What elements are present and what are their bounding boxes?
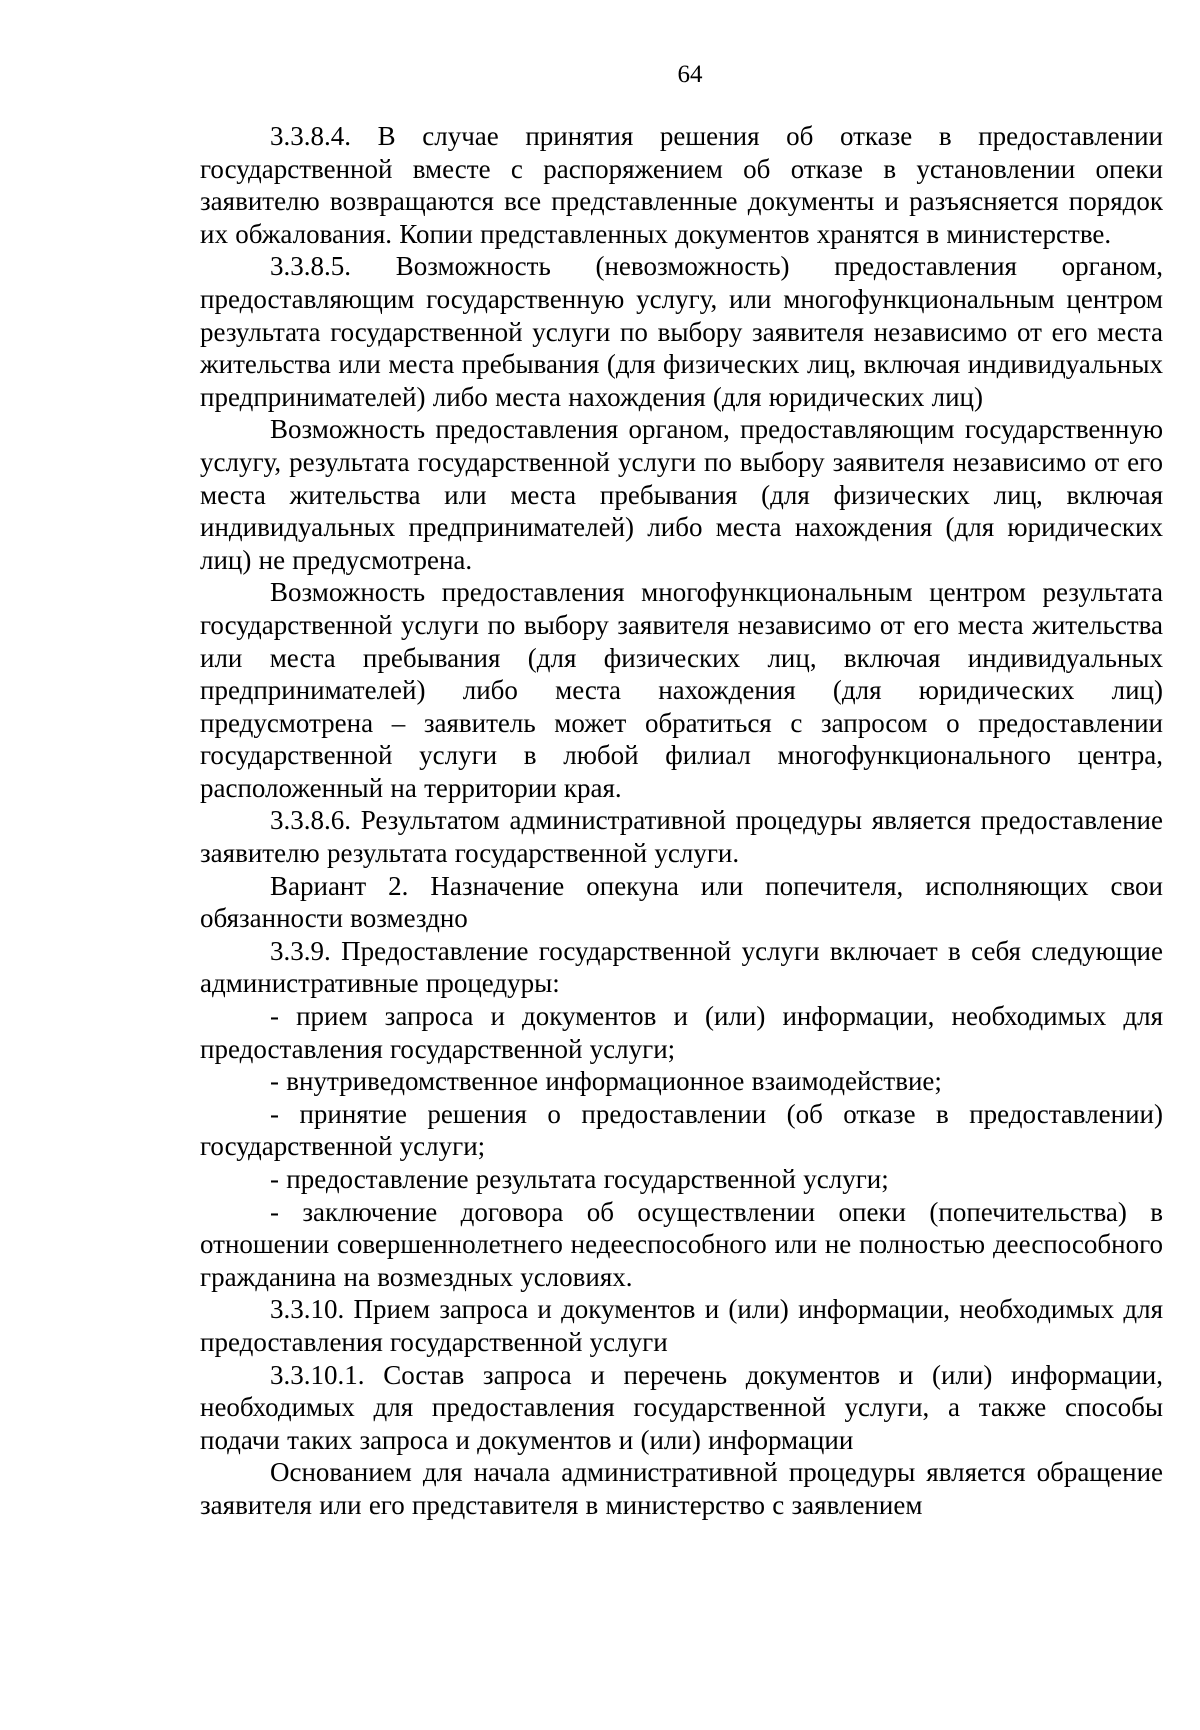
list-item-procedure: - принятие решения о предоставлении (об отказе в предоставлении) государственной услуги; xyxy=(200,1098,1163,1162)
document-body xyxy=(200,120,1163,1522)
list-item-procedure: - заключение договора об осуществлении опеки (попечительства) в отношении совершеннолетнего недееспособного или не полностью дееспособного гражданина на возмездных условиях. xyxy=(200,1196,1163,1292)
list-item-procedure: - внутриведомственное информационное взаимодействие; xyxy=(270,1066,942,1097)
paragraph-3-3-8-5: 3.3.8.5. Возможность (невозможность) предоставления органом, предоставляющим государственную услугу, или многофункциональным центром результата государственной услуги по выбору заявителя независимо от его места жительства или места пребывания (для физических лиц, включая индивидуальных предпринимателей) либо места нахождения (для юридических лиц) xyxy=(200,251,1163,412)
paragraph-3-3-10: 3.3.10. Прием запроса и документов и (или) информации, необходимых для предоставления государственной услуги xyxy=(200,1294,1163,1357)
paragraph-3-3-9: 3.3.9. Предоставление государственной услуги включает в себя следующие административные процедуры: xyxy=(200,935,1163,999)
paragraph-procedure-basis: Основанием для начала административной процедуры является обращение заявителя или его представителя в министерство с заявлением xyxy=(200,1457,1163,1520)
paragraph-variant-2-heading: Вариант 2. Назначение опекуна или попечителя, исполняющих свои обязанности возмездно xyxy=(200,870,1163,934)
paragraph-3-3-8-4: 3.3.8.4. В случае принятия решения об отказе в предоставлении государственной вместе с распоряжением об отказе в установлении опеки заявителю возвращаются все представленные документы и разъясняется порядок их обжалования. Копии представленных документов хранятся в министерстве. xyxy=(200,121,1163,249)
paragraph-body-mfc: Возможность предоставления многофункциональным центром результата государственной услуги по выбору заявителя независимо от его места жительства или места пребывания (для физических лиц, включая индивидуальных предпринимателей) либо места нахождения (для юридических лиц) предусмотрена – заявитель может обратиться с запросом о предоставлении государственной услуги в любой филиал многофункционального центра, расположенный на территории края. xyxy=(200,577,1163,803)
paragraph-3-3-8-6: 3.3.8.6. Результатом административной процедуры является предоставление заявителю результата государственной услуги. xyxy=(200,805,1163,869)
paragraph-3-3-10-1: 3.3.10.1. Состав запроса и перечень документов и (или) информации, необходимых для предоставления государственной услуги, а также способы подачи таких запроса и документов и (или) информации xyxy=(200,1359,1163,1455)
page-number: 64 xyxy=(677,61,703,88)
list-item-procedure: - предоставление результата государственной услуги; xyxy=(270,1164,889,1194)
paragraph-body-organ: Возможность предоставления органом, предоставляющим государственную услугу, результата государственной услуги по выбору заявителя независимо от его места жительства или места пребывания (для физических лиц, включая индивидуальных предпринимателей) либо места нахождения (для юридических лиц) не предусмотрена. xyxy=(200,414,1163,575)
list-item-procedure: - прием запроса и документов и (или) информации, необходимых для предоставления государственной услуги; xyxy=(200,1001,1163,1064)
